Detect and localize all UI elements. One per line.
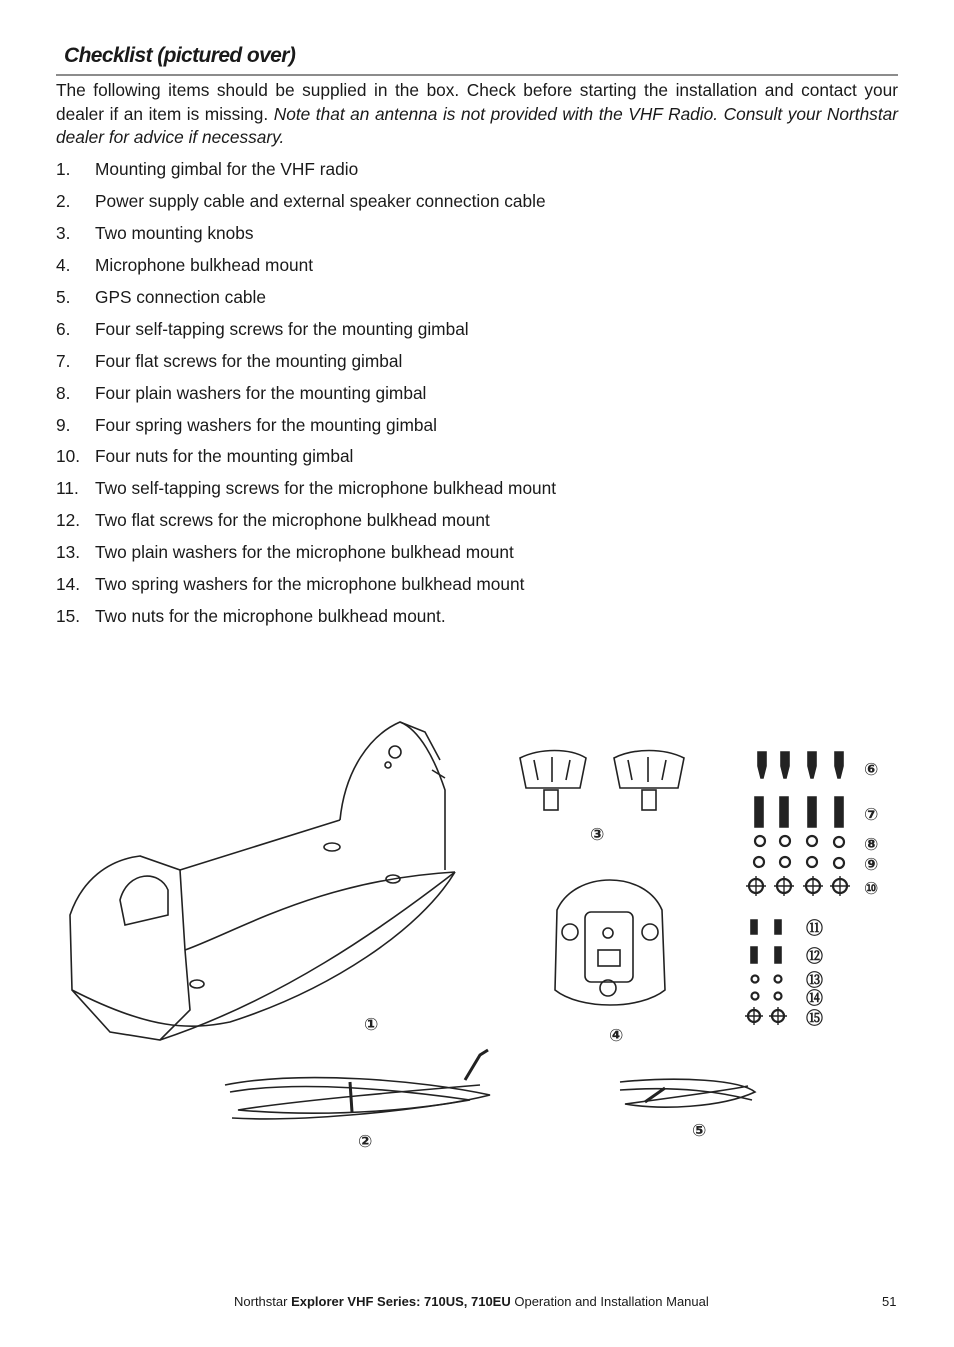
item-number: 13. bbox=[56, 542, 81, 563]
footer-brand: Northstar bbox=[234, 1294, 292, 1309]
item-text: Two spring washers for the microphone bulkhead mount bbox=[95, 574, 525, 595]
callout-8: ⑧ bbox=[864, 835, 879, 855]
checklist-item bbox=[56, 313, 556, 345]
gps-cable-illustration bbox=[620, 1079, 755, 1107]
item-number: 1. bbox=[56, 159, 71, 180]
checklist-item bbox=[56, 505, 556, 537]
item-text: Two plain washers for the microphone bulkhead mount bbox=[95, 542, 514, 563]
callout-15: ⑮ bbox=[806, 1009, 823, 1029]
item-number: 15. bbox=[56, 605, 81, 626]
callout-6: ⑥ bbox=[864, 760, 879, 780]
checklist-item bbox=[56, 377, 556, 409]
callout-12: ⑫ bbox=[806, 947, 823, 967]
item-text: Four flat screws for the mounting gimbal bbox=[95, 350, 403, 371]
callout-13: ⑬ bbox=[806, 971, 823, 991]
callout-14: ⑭ bbox=[806, 989, 823, 1009]
checklist-item bbox=[56, 282, 556, 314]
item-number: 4. bbox=[56, 255, 71, 276]
footer-suffix: Operation and Installation Manual bbox=[510, 1294, 709, 1309]
microphone-bulkhead-illustration bbox=[555, 880, 665, 1005]
item-text: Mounting gimbal for the VHF radio bbox=[95, 159, 359, 180]
checklist-item bbox=[56, 218, 556, 250]
checklist bbox=[56, 154, 556, 632]
callout-2: ② bbox=[358, 1132, 373, 1152]
screws-illustration bbox=[751, 752, 843, 963]
checklist-item bbox=[56, 250, 556, 282]
item-text: Four spring washers for the mounting gimbal bbox=[95, 414, 437, 435]
item-number: 14. bbox=[56, 574, 81, 595]
checklist-item bbox=[56, 154, 556, 186]
item-text: GPS connection cable bbox=[95, 287, 266, 307]
item-number: 10. bbox=[56, 446, 81, 467]
heading-rule bbox=[56, 74, 898, 76]
checklist-item bbox=[56, 441, 556, 473]
item-text: Four plain washers for the mounting gimbal bbox=[95, 382, 427, 403]
parts-illustration bbox=[60, 680, 900, 1160]
page-number: 51 bbox=[882, 1294, 897, 1309]
intro-note: Note that an antenna is not provided with the VHF Radio. Consult your Northstar dealer for advice if necessary. bbox=[56, 103, 898, 147]
item-text: Two mounting knobs bbox=[95, 223, 254, 244]
mounting-gimbal-illustration bbox=[70, 722, 455, 1040]
checklist-item bbox=[56, 409, 556, 441]
item-text: Power supply cable and external speaker connection cable bbox=[95, 191, 546, 212]
checklist-item bbox=[56, 473, 556, 505]
item-text: Two flat screws for the microphone bulkhead mount bbox=[95, 510, 490, 531]
checklist-item bbox=[56, 345, 556, 377]
checklist-item bbox=[56, 600, 556, 632]
washers-nuts-illustration bbox=[745, 836, 850, 1025]
item-number: 7. bbox=[56, 350, 71, 371]
power-cable-illustration bbox=[225, 1050, 490, 1119]
callout-7: ⑦ bbox=[864, 805, 879, 825]
item-number: 6. bbox=[56, 318, 71, 339]
intro-paragraph bbox=[56, 79, 898, 150]
callout-4: ④ bbox=[609, 1026, 624, 1046]
checklist-item bbox=[56, 569, 556, 601]
mounting-knobs-illustration bbox=[520, 751, 684, 811]
footer-product: Explorer VHF Series: 710US, 710EU bbox=[291, 1294, 511, 1309]
section-heading: Checklist (pictured over) bbox=[64, 44, 296, 67]
callout-1: ① bbox=[364, 1015, 379, 1035]
callout-3: ③ bbox=[590, 825, 605, 845]
item-number: 8. bbox=[56, 382, 71, 403]
intro-text: The following items should be supplied in the box. Check before starting the installation and contact your dealer if an item is missing. bbox=[56, 80, 898, 124]
callout-10: ⑩ bbox=[864, 879, 879, 899]
callout-9: ⑨ bbox=[864, 855, 879, 875]
item-text: Two nuts for the microphone bulkhead mount. bbox=[95, 605, 446, 626]
item-text: Microphone bulkhead mount bbox=[95, 255, 314, 276]
checklist-item bbox=[56, 537, 556, 569]
item-text: Four nuts for the mounting gimbal bbox=[95, 446, 354, 467]
callout-5: ⑤ bbox=[692, 1121, 707, 1141]
item-number: 3. bbox=[56, 223, 71, 244]
item-number: 12. bbox=[56, 510, 81, 531]
item-text: Two self-tapping screws for the microphone bulkhead mount bbox=[95, 478, 557, 499]
item-text: Four self-tapping screws for the mounting gimbal bbox=[95, 318, 469, 339]
item-number: 11. bbox=[56, 478, 79, 499]
item-number: 5. bbox=[56, 287, 71, 307]
item-number: 9. bbox=[56, 414, 71, 435]
checklist-item bbox=[56, 186, 556, 218]
item-number: 2. bbox=[56, 191, 71, 212]
footer-title bbox=[234, 1294, 709, 1309]
callout-11: ⑪ bbox=[806, 919, 823, 939]
